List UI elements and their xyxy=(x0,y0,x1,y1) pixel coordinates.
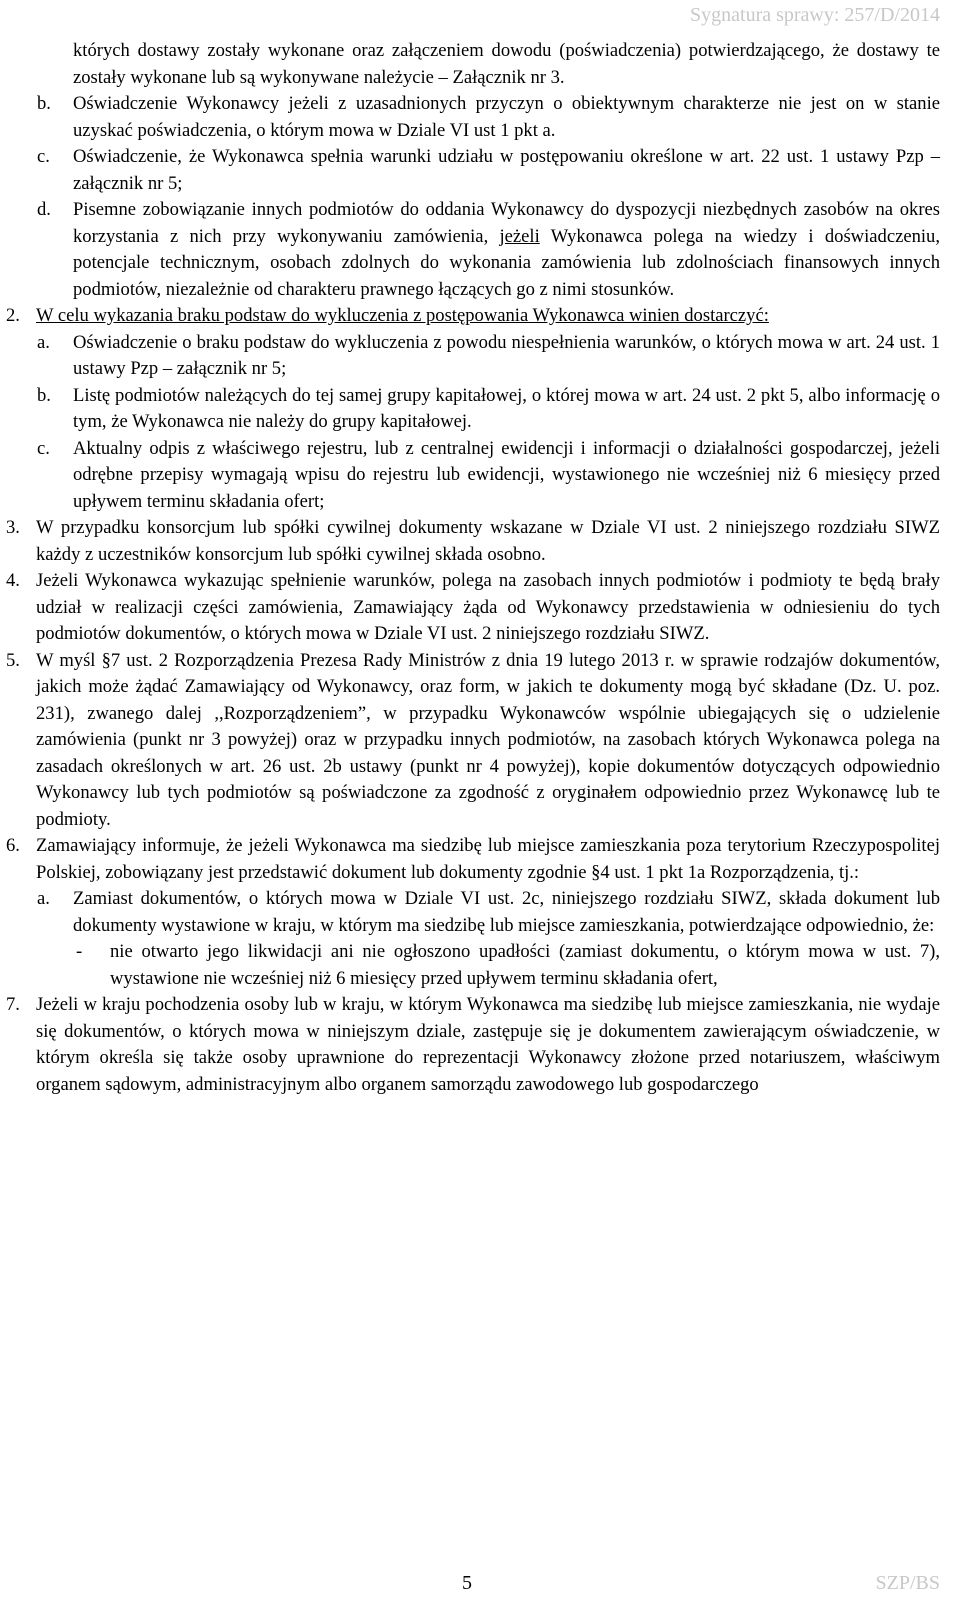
list-item-c xyxy=(37,144,940,197)
section-text: Jeżeli Wykonawca wykazując spełnienie warunków, polega na zasobach innych podmiotów i podmioty te będą brały udział w realizacji części zamówienia, Zamawiający żąda od Wykonawcy przedstawienia w odniesieniu do tych podmiotów dokumentów, o których mowa w Dziale VI ust. 2 niniejszego rozdziału SIWZ. xyxy=(36,570,940,644)
section-text: Zamawiający informuje, że jeżeli Wykonawca ma siedzibę lub miejsce zamieszkania poza terytorium Rzeczypospolitej Polskiej, zobowiązany jest przedstawić dokument lub dokumenty zgodnie §4 ust. 1 pkt 1a Rozporządzenia, tj.: xyxy=(36,835,940,883)
section-number: 6. xyxy=(6,835,20,856)
section-7 xyxy=(6,992,940,1098)
item-marker: a. xyxy=(37,331,50,353)
item-text: których dostawy zostały wykonane oraz załączeniem dowodu (poświadczenia) potwierdzającego, że dostawy te zostały wykonane lub są wykonywane należycie – Załącznik nr 3. xyxy=(73,40,940,88)
section-text: W przypadku konsorcjum lub spółki cywilnej dokumenty wskazane w Dziale VI ust. 2 niniejszego rozdziału SIWZ każdy z uczestników konsorcjum lub spółki cywilnej składa osobno. xyxy=(36,517,940,565)
section-2-item-a xyxy=(37,330,940,383)
section-6 xyxy=(6,833,940,886)
section-2-item-c xyxy=(37,436,940,516)
item-marker: d. xyxy=(37,199,51,220)
item-marker: c. xyxy=(37,437,50,459)
section-number: 7. xyxy=(6,994,20,1015)
footer-tag: SZP/BS xyxy=(875,1572,940,1594)
section-6-dash-item xyxy=(76,939,940,992)
list-item-d xyxy=(37,197,940,303)
item-marker: b. xyxy=(37,93,51,114)
case-signature-header: Sygnatura sprawy: 257/D/2014 xyxy=(690,4,940,26)
document-body xyxy=(0,38,960,1098)
item-text: Pisemne zobowiązanie innych podmiotów do oddania Wykonawcy do dyspozycji niezbędnych zasobów na okres korzystania z nich przy wykonywaniu zamówienia, xyxy=(73,199,940,247)
item-text: Wykonawca polega na wiedzy i doświadczeniu, potencjale technicznym, osobach zdolnych do wykonania zamówienia lub zdolnościach finansowych innych podmiotów, niezależnie od charakteru prawnego łączących go z nimi stosunków. xyxy=(73,225,940,300)
item-marker: a. xyxy=(37,888,50,909)
section-text: Jeżeli w kraju pochodzenia osoby lub w kraju, w którym Wykonawca ma siedzibę lub miejsce zamieszkania, nie wydaje się dokumentów, o których mowa w niniejszym dziale, zastępuje się je dokumentem zawierającym oświadczenie, w którym określa się także osoby uprawnione do reprezentacji Wykonawcy złożone przed notariuszem, właściwym organem sądowym, administracyjnym albo organem samorządu zawodowego lub gospodarczego xyxy=(36,994,940,1095)
list-item-b xyxy=(37,91,940,144)
dash-marker: - xyxy=(76,941,83,962)
section-number: 2. xyxy=(6,305,20,326)
item-text: Oświadczenie, że Wykonawca spełnia warunki udziału w postępowaniu określone w art. 22 ust. 1 ustawy Pzp – załącznik nr 5; xyxy=(73,146,940,194)
item-text: Zamiast dokumentów, o których mowa w Dziale VI ust. 2c, niniejszego rozdziału SIWZ, składa dokument lub dokumenty wystawione w kraju, w którym ma siedzibę lub miejsce zamieszkania, potwierdzające odpowiednio, że: xyxy=(73,888,940,936)
section-text: W myśl §7 ust. 2 Rozporządzenia Prezesa Rady Ministrów z dnia 19 lutego 2013 r. w sprawie rodzajów dokumentów, jakich może żądać Zamawiający od Wykonawcy, oraz form, w jakich te dokumenty mogą być składane (Dz. U. poz. 231), zwanego dalej ,,Rozporządzeniem”, w przypadku Wykonawców wspólnie ubiegających się o udzielenie zamówienia (punkt nr 3 powyżej) oraz w przypadku innych podmiotów, na zasobach których Wykonawca polega na zasadach określonych w art. 26 ust. 2b ustawy (punkt nr 4 powyżej), kopie dokumentów dotyczących odpowiednio Wykonawcy lub tych podmiotów są poświadczone za zgodność z oryginałem odpowiednio przez Wykonawcę lub te podmioty. xyxy=(36,649,940,830)
section-5 xyxy=(6,648,940,834)
item-text: Aktualny odpis z właściwego rejestru, lub z centralnej ewidencji i informacji o działalności gospodarczej, jeżeli odrębne przepisy wymagają wpisu do rejestru lub ewidencji, wystawionego nie wcześniej niż 6 miesięcy przed upływem terminu składania ofert; xyxy=(73,437,940,512)
page-number: 5 xyxy=(462,1572,472,1594)
item-text: nie otwarto jego likwidacji ani nie ogłoszono upadłości (zamiast dokumentu, o którym mowa w ust. 7), wystawione nie wcześniej niż 6 miesięcy przed upływem terminu składania ofert, xyxy=(110,941,940,989)
list-item-a-continuation xyxy=(73,38,940,91)
item-text: Listę podmiotów należących do tej samej grupy kapitałowej, o której mowa w art. 24 ust. 2 pkt 5, albo informację o tym, że Wykonawca nie należy do grupy kapitałowej. xyxy=(73,384,940,432)
item-text: Oświadczenie o braku podstaw do wykluczenia z powodu niespełnienia warunków, o których mowa w art. 24 ust. 1 ustawy Pzp – załącznik nr 5; xyxy=(73,331,940,379)
item-marker: b. xyxy=(37,384,51,406)
section-number: 3. xyxy=(6,517,20,538)
section-3 xyxy=(6,515,940,568)
section-6-item-a xyxy=(37,886,940,939)
section-2-item-b xyxy=(37,383,940,436)
section-number: 5. xyxy=(6,649,20,671)
item-marker: c. xyxy=(37,146,50,167)
item-text: Oświadczenie Wykonawcy jeżeli z uzasadnionych przyczyn o obiektywnym charakterze nie jest on w stanie uzyskać poświadczenia, o którym mowa w Dziale VI ust 1 pkt a. xyxy=(73,93,940,141)
underlined-word: jeżeli xyxy=(499,225,540,247)
section-number: 4. xyxy=(6,570,20,591)
section-2 xyxy=(6,303,940,330)
section-4 xyxy=(6,568,940,648)
section-text: W celu wykazania braku podstaw do wykluczenia z postępowania Wykonawca winien dostarczyć: xyxy=(36,305,769,326)
